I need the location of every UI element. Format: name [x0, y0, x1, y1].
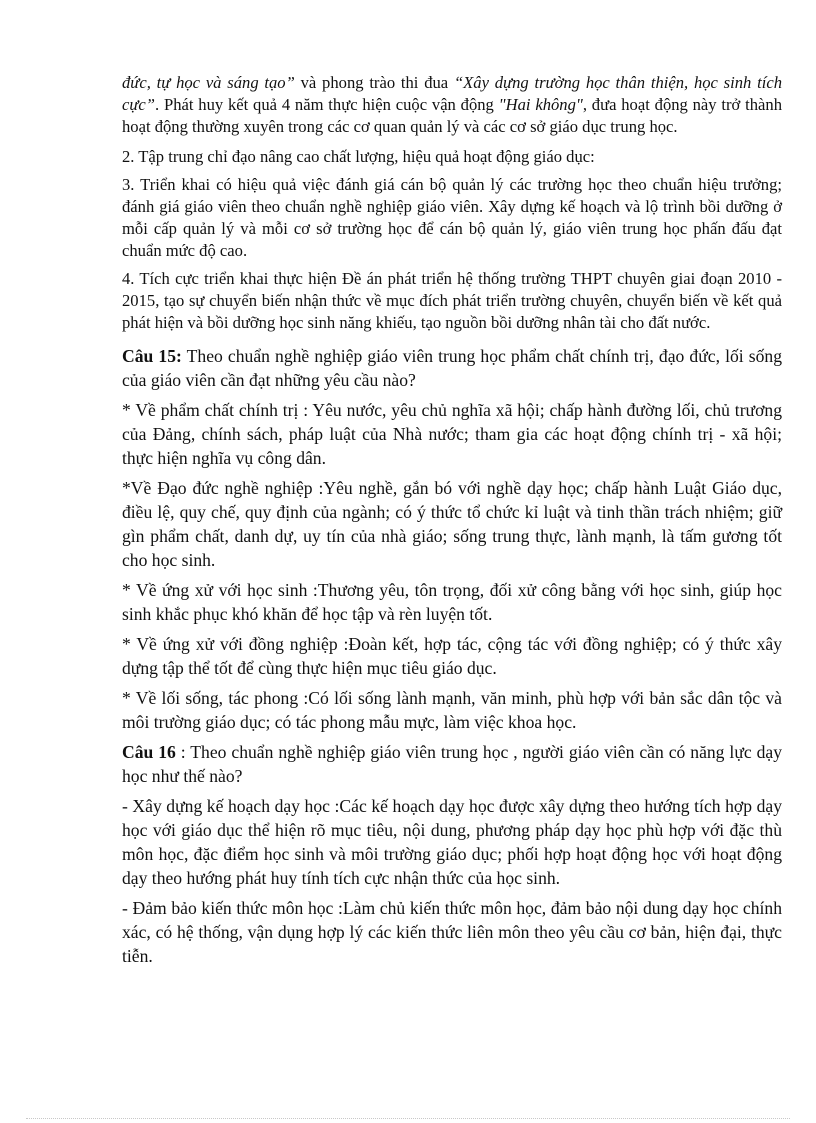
- paragraph-item-4: 4. Tích cực triển khai thực hiện Đề án phát triển hệ thống trường THPT chuyên giai đoạn 2010 - 2015, tạo sự chuyển biến nhận thức về mục đích phát triển trường chuyên, chuyển biến về kết quả phát hiện và bồi dưỡng học sinh năng khiếu, tạo nguồn bồi dưỡng nhân tài cho đất nước.: [122, 269, 782, 332]
- q15-item-lifestyle: * Về lối sống, tác phong :Có lối sống lành mạnh, văn minh, phù hợp với bản sắc dân tộc và môi trường giáo dục; có tác phong mẫu mực, làm việc khoa học.: [122, 688, 782, 732]
- q15-item-political: * Về phẩm chất chính trị : Yêu nước, yêu chủ nghĩa xã hội; chấp hành đường lối, chủ trương của Đảng, chính sách, pháp luật của Nhà nước; tham gia các hoạt động chính trị - xã hội; thực hiện nghĩa vụ công dân.: [122, 400, 782, 468]
- q15-item-students: * Về ứng xử với học sinh :Thương yêu, tôn trọng, đối xử công bằng với học sinh, giúp học sinh khắc phục khó khăn để học tập và rèn luyện tốt.: [122, 580, 782, 624]
- question-15-text: Theo chuẩn nghề nghiệp giáo viên trung học phẩm chất chính trị, đạo đức, lối sống của giáo viên cần đạt những yêu cầu nào?: [122, 346, 783, 390]
- page-bottom-divider: [26, 1118, 790, 1119]
- paragraph-item-3: 3. Triển khai có hiệu quả việc đánh giá cán bộ quản lý các trường học theo chuẩn hiệu trưởng; đánh giá giáo viên theo chuẩn nghề nghiệp giáo viên. Xây dựng kế hoạch và lộ trình bồi dưỡng ở mỗi cấp quản lý và mỗi cơ sở trường học để cán bộ quản lý, giáo viên trung học phấn đấu đạt chuẩn mức độ cao.: [122, 175, 782, 260]
- italic-phrase: đức, tự học và sáng tạo”: [122, 73, 295, 92]
- q15-item-ethics: *Về Đạo đức nghề nghiệp :Yêu nghề, gắn bó với nghề dạy học; chấp hành Luật Giáo dục, điều lệ, quy chế, quy định của ngành; có ý thức tổ chức kỉ luật và tinh thần trách nhiệm; giữ gìn phẩm chất, danh dự, uy tín của nhà giáo; sống trung thực, lành mạnh, là tấm gương tốt cho học sinh.: [122, 478, 782, 570]
- question-16: [122, 740, 782, 788]
- question-15: [122, 344, 782, 392]
- q15-item-colleagues: * Về ứng xử với đồng nghiệp :Đoàn kết, hợp tác, cộng tác với đồng nghiệp; có ý thức xây dựng tập thể tốt để cùng thực hiện mục tiêu giáo dục.: [122, 634, 782, 678]
- text-run: và phong trào thi đua: [294, 73, 454, 92]
- document-page: [122, 72, 782, 968]
- question-16-text: : Theo chuẩn nghề nghiệp giáo viên trung học , người giáo viên cần có năng lực dạy học như thế nào?: [122, 742, 783, 786]
- q16-item-subject-knowledge: - Đảm bảo kiến thức môn học :Làm chủ kiến thức môn học, đảm bảo nội dung dạy học chính xác, có hệ thống, vận dụng hợp lý các kiến thức liên môn theo yêu cầu cơ bản, hiện đại, thực tiễn.: [122, 898, 782, 966]
- italic-phrase: “Xây dựng trường học thân thiện, học sinh tích cực”: [122, 73, 783, 114]
- italic-phrase: "Hai không": [498, 95, 583, 114]
- paragraph-item-2: 2. Tập trung chỉ đạo nâng cao chất lượng, hiệu quả hoạt động giáo dục:: [122, 147, 595, 166]
- question-15-label: Câu 15:: [122, 346, 182, 366]
- q16-item-lesson-planning: - Xây dựng kế hoạch dạy học :Các kế hoạch dạy học được xây dựng theo hướng tích hợp dạy học với giáo dục thể hiện rõ mục tiêu, nội dung, phương pháp dạy học phù hợp với đặc thù môn học, đặc điểm học sinh và môi trường giáo dục; phối hợp hoạt động học với hoạt động dạy theo hướng phát huy tính tích cực nhận thức của học sinh.: [122, 796, 782, 888]
- paragraph-intro-continuation: [122, 72, 782, 138]
- text-run: . Phát huy kết quả 4 năm thực hiện cuộc vận động: [155, 95, 499, 114]
- question-16-label: Câu 16: [122, 742, 176, 762]
- text-run: , đưa hoạt động này trở thành hoạt động thường xuyên trong các cơ quan quản lý và các cơ sở giáo dục trung học.: [122, 95, 782, 136]
